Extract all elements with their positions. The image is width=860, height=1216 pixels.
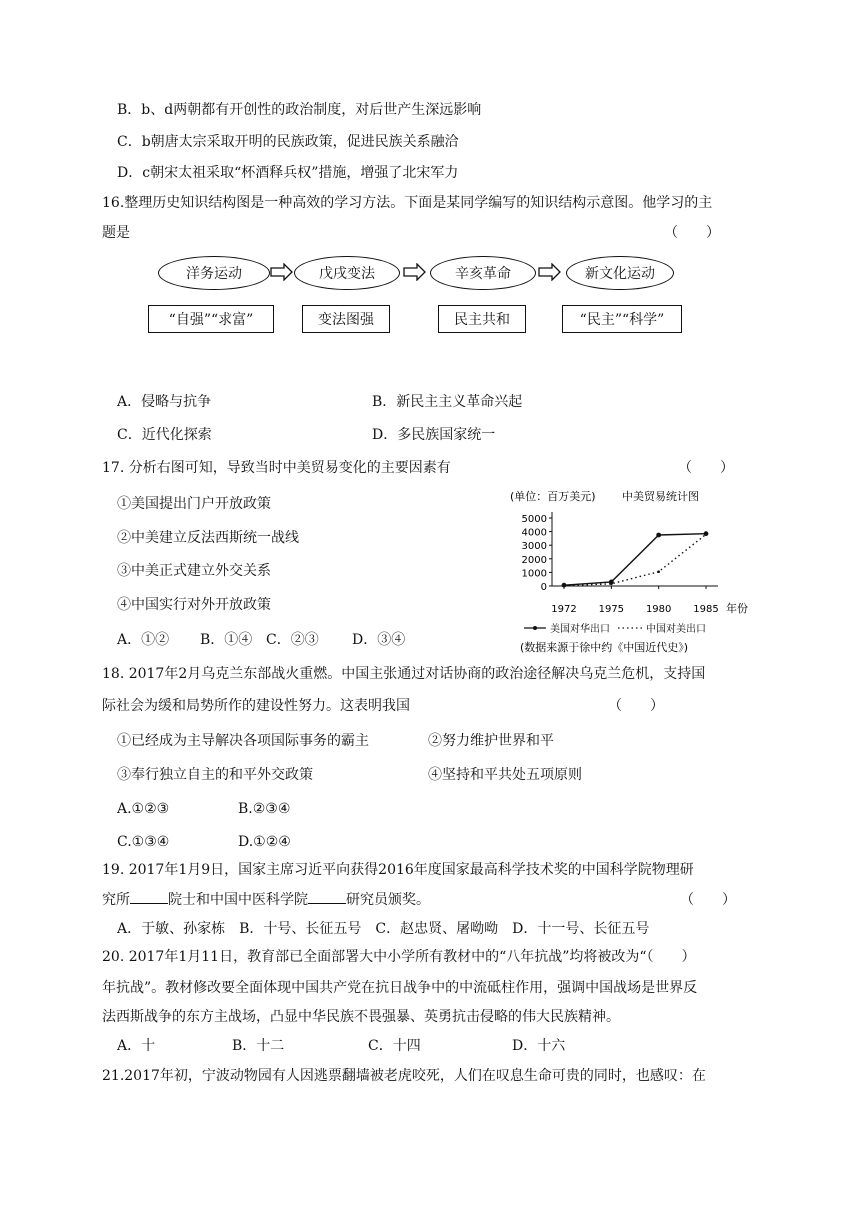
q21-stem-line1: 21.2017年初，宁波动物园有人因逃票翻墙被老虎咬死，人们在叹息生命可贵的同时，也感叹：在 bbox=[102, 1068, 706, 1084]
q18-option-d: D.①②④ bbox=[238, 834, 291, 850]
q18-stem-line1: 18. 2017年2月乌克兰东部战火重燃。中国主张通过对话协商的政治途径解决乌克兰危机，支持国 bbox=[102, 666, 706, 682]
q16-option-a: A．侵略与抗争 bbox=[117, 394, 212, 410]
chart-source-note: (数据来源于徐中约《中国近代史》) bbox=[520, 641, 689, 654]
diagram-node-reform-1898: 戊戌变法 bbox=[294, 256, 400, 290]
q19-answer-bracket: （ ） bbox=[680, 892, 736, 908]
diagram-arrow-icon bbox=[403, 263, 427, 281]
q18-item-2: ②努力维护世界和平 bbox=[428, 733, 554, 749]
diagram-arrow-icon bbox=[270, 263, 294, 281]
chart-y-tick-label: 1000 bbox=[521, 568, 547, 580]
q17-item-1: ①美国提出门户开放政策 bbox=[117, 496, 271, 512]
q16-option-d: D．多民族国家统一 bbox=[372, 427, 496, 443]
q15-option-b: B．b、d两朝都有开创性的政治制度，对后世产生深远影响 bbox=[117, 102, 482, 118]
q17-item-4: ④中国实行对外开放政策 bbox=[117, 597, 271, 613]
diagram-box-westernization: “自强”“求富” bbox=[148, 305, 274, 333]
q17-item-2: ②中美建立反法西斯统一战线 bbox=[117, 530, 299, 546]
chart-x-tick-label: 1972 bbox=[551, 604, 577, 615]
q19-options: A．于敏、孙家栋 B．十号、长征五号 C．赵忠贤、屠呦呦 D．十一号、长征五号 bbox=[117, 921, 650, 937]
q20-stem-line1: 20. 2017年1月11日，教育部已全面部署大中小学所有教材中的“八年抗战”均将被改为“（ ） bbox=[102, 949, 696, 965]
q18-item-1: ①已经成为主导解决各项国际事务的霸主 bbox=[117, 733, 369, 749]
chart-y-tick-label: 4000 bbox=[521, 527, 547, 539]
q19-blank-1 bbox=[130, 890, 168, 904]
q17-item-3: ③中美正式建立外交关系 bbox=[117, 563, 271, 579]
chart-y-tick-label: 3000 bbox=[521, 541, 547, 553]
q16-option-b: B．新民主主义革命兴起 bbox=[372, 394, 523, 410]
q17-option-d: D．③④ bbox=[352, 632, 406, 648]
diagram-node-revolution-1911: 辛亥革命 bbox=[430, 256, 536, 290]
q20-option-c: C．十四 bbox=[368, 1038, 421, 1054]
q17-option-a: A．①② bbox=[117, 632, 170, 648]
q20-stem-line2: 年抗战”。教材修改要全面体现中国共产党在抗日战争中的中流砥柱作用，强调中国战场是世界反 bbox=[102, 980, 698, 996]
q18-stem-line2: 际社会为缓和局势所作的建设性努力。这表明我国 bbox=[102, 698, 410, 714]
series-point-us-export bbox=[656, 533, 661, 538]
chart-y-tick-label: 2000 bbox=[521, 554, 547, 566]
q20-option-d: D．十六 bbox=[512, 1038, 566, 1054]
q18-option-c: C.①③④ bbox=[117, 834, 170, 850]
q20-stem-line3: 法西斯战争的东方主战场，凸显中华民族不畏强暴、英勇抗击侵略的伟大民族精神。 bbox=[102, 1009, 620, 1025]
q15-option-d: D．c朝宋太祖采取“杯酒释兵权”措施，增强了北宋军力 bbox=[117, 165, 459, 181]
q19-blank-2 bbox=[308, 890, 346, 904]
legend-label-us-export: 美国对华出口 bbox=[550, 624, 610, 635]
trade-chart bbox=[494, 488, 762, 660]
q16-answer-bracket: （ ） bbox=[664, 225, 720, 241]
diagram-node-westernization: 洋务运动 bbox=[158, 256, 270, 290]
chart-unit-label: (单位：百万美元) bbox=[510, 490, 596, 503]
diagram-box-new-culture: “民主”“科学” bbox=[562, 305, 682, 333]
legend-marker-us-export bbox=[533, 626, 537, 630]
series-line-us-export bbox=[564, 534, 706, 586]
q19-stem-line2 bbox=[102, 890, 430, 910]
chart-x-tick-label: 1980 bbox=[645, 604, 672, 615]
series-point-china-export bbox=[610, 583, 613, 586]
q19-stem-line1: 19. 2017年1月9日，国家主席习近平向获得2016年度国家最高科学技术奖的中国科学院物理研 bbox=[102, 862, 694, 878]
q15-option-c: C．b朝唐太宗采取开明的民族政策，促进民族关系融洽 bbox=[117, 134, 459, 150]
q18-item-4: ④坚持和平共处五项原则 bbox=[428, 767, 582, 783]
q16-stem-line2: 题是 bbox=[102, 225, 130, 241]
q19-stem-part-b: 院士和中国中医科学院 bbox=[168, 892, 308, 908]
series-line-china-export bbox=[564, 534, 706, 585]
q19-stem-part-c: 研究员颁奖。 bbox=[346, 892, 430, 908]
legend-label-china-export: 中国对美出口 bbox=[646, 624, 706, 635]
chart-x-tick-label: 1985 bbox=[693, 604, 719, 615]
diagram-node-new-culture: 新文化运动 bbox=[566, 256, 674, 290]
q16-stem-line1: 16.整理历史知识结构图是一种高效的学习方法。下面是某同学编写的知识结构示意图。他学习的主 bbox=[102, 195, 713, 211]
chart-y-tick-label: 5000 bbox=[521, 514, 547, 525]
q18-answer-bracket: （ ） bbox=[608, 698, 664, 714]
chart-x-axis-label: 年份 bbox=[726, 602, 748, 615]
q20-option-a: A．十 bbox=[117, 1038, 156, 1054]
diagram-arrow-icon bbox=[538, 263, 562, 281]
series-point-china-export bbox=[705, 533, 708, 536]
chart-y-tick-label: 0 bbox=[540, 582, 547, 593]
q17-option-b: B．①④ bbox=[200, 632, 253, 648]
series-point-china-export bbox=[563, 584, 566, 587]
chart-title: 中美贸易统计图 bbox=[622, 490, 699, 503]
diagram-box-revolution-1911: 民主共和 bbox=[438, 305, 526, 333]
q17-option-c: C．②③ bbox=[266, 632, 319, 648]
q20-option-b: B．十二 bbox=[232, 1038, 285, 1054]
q18-item-3: ③奉行独立自主的和平外交政策 bbox=[117, 767, 313, 783]
q16-option-c: C．近代化探索 bbox=[117, 427, 212, 443]
q17-answer-bracket: （ ） bbox=[678, 460, 734, 476]
chart-x-tick-label: 1975 bbox=[598, 604, 625, 615]
q17-stem: 17. 分析右图可知，导致当时中美贸易变化的主要因素有 bbox=[102, 460, 451, 476]
series-point-china-export bbox=[657, 570, 660, 573]
q18-option-b: B.②③④ bbox=[238, 801, 291, 817]
diagram-box-reform-1898: 变法图强 bbox=[302, 305, 390, 333]
q18-option-a: A.①②③ bbox=[117, 801, 170, 817]
trade-chart-svg bbox=[494, 488, 762, 660]
q19-stem-part-a: 究所 bbox=[102, 892, 130, 908]
